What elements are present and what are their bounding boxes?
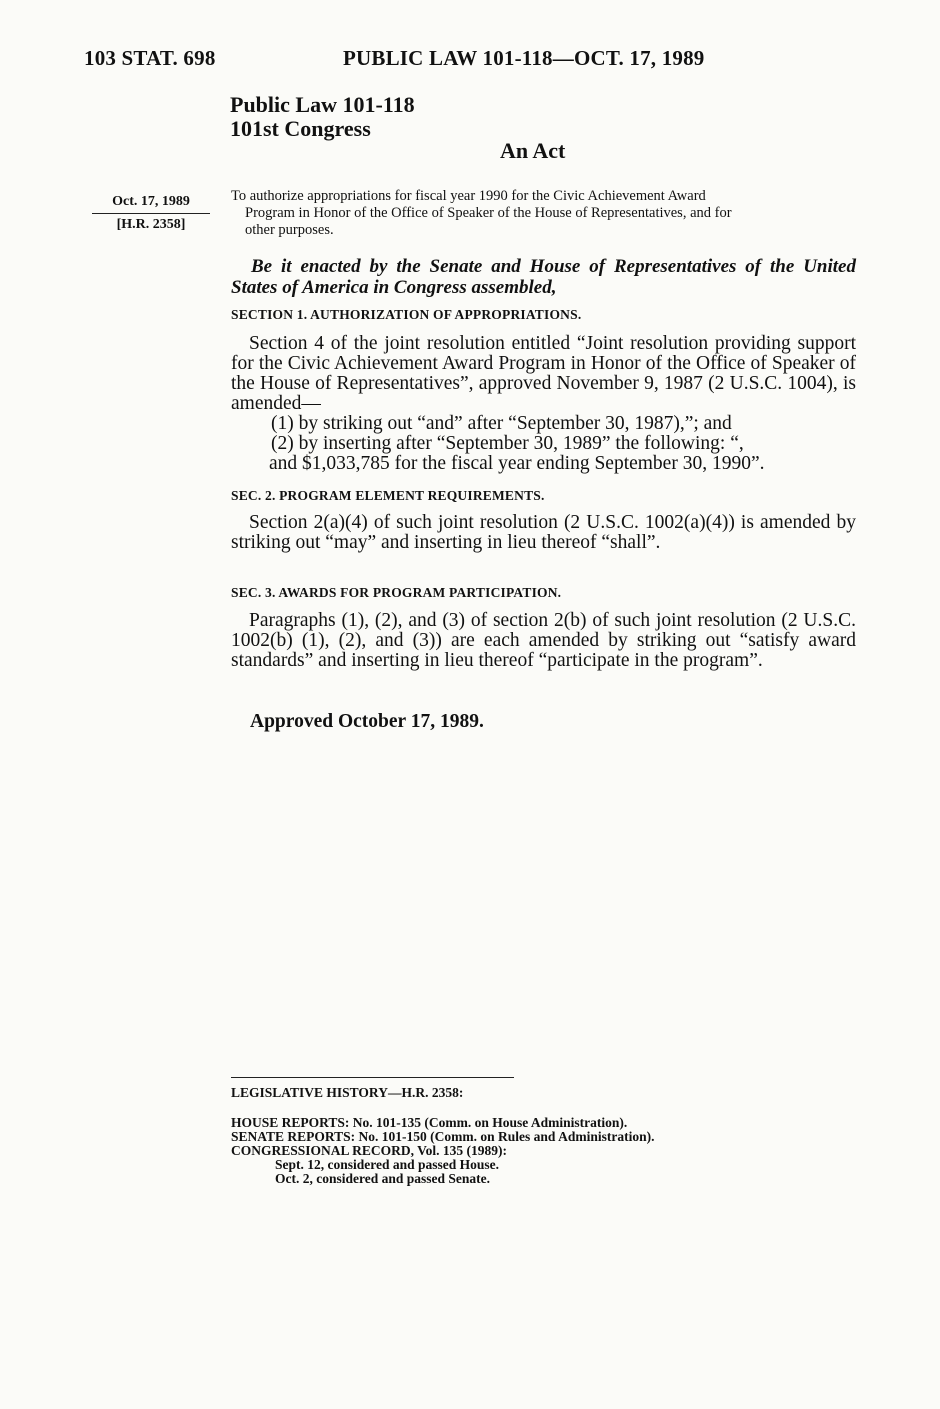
amendment-item-2-continued: and $1,033,785 for the fiscal year ending September 30, 1990”. <box>269 453 765 474</box>
act-purpose <box>231 188 851 239</box>
enacting-clause: Be it enacted by the Senate and House of Representatives of the United States of America in Congress assembled, <box>231 256 856 298</box>
section-1-amendments <box>231 414 856 474</box>
purpose-line-1: To authorize appropriations for fiscal year 1990 for the Civic Achievement Award <box>231 188 706 204</box>
purpose-line-2: Program in Honor of the Office of Speaker of the House of Representatives, and for <box>245 205 732 221</box>
history-house-reports: HOUSE REPORTS: No. 101-135 (Comm. on House Administration). <box>231 1115 628 1130</box>
legislative-history <box>231 1116 654 1186</box>
history-senate-reports: SENATE REPORTS: No. 101-150 (Comm. on Rules and Administration). <box>231 1129 655 1144</box>
page-stat-citation: 103 STAT. 698 <box>84 46 216 70</box>
running-title: PUBLIC LAW 101-118—OCT. 17, 1989 <box>343 46 705 70</box>
approval-date: Approved October 17, 1989. <box>250 711 484 732</box>
history-event-house: Sept. 12, considered and passed House. <box>275 1157 500 1172</box>
history-congressional-record: CONGRESSIONAL RECORD, Vol. 135 (1989): <box>231 1143 508 1158</box>
history-event-senate: Oct. 2, considered and passed Senate. <box>275 1171 491 1186</box>
margin-bill-number: [H.R. 2358] <box>116 217 186 232</box>
section-2-paragraph: Section 2(a)(4) of such joint resolution (2 U.S.C. 1002(a)(4)) is amended by striking out “may” and inserting in lieu thereof “shall”. <box>231 512 856 553</box>
section-2-text <box>231 513 856 553</box>
margin-date: Oct. 17, 1989 <box>112 194 190 209</box>
margin-divider <box>92 213 210 214</box>
an-act-heading: An Act <box>500 138 566 163</box>
section-1-heading: SECTION 1. AUTHORIZATION OF APPROPRIATIONS. <box>231 307 582 322</box>
amendment-item-2: (2) by inserting after “September 30, 1989” the following: “, <box>271 433 744 454</box>
purpose-line-3: other purposes. <box>245 222 334 238</box>
section-1-text <box>231 334 856 414</box>
congress-number: 101st Congress <box>230 116 371 141</box>
section-3-text <box>231 611 856 671</box>
section-3-paragraph: Paragraphs (1), (2), and (3) of section 2(b) of such joint resolution (2 U.S.C. 1002(b) (1), (2), and (3)) are each amended by striking out “satisfy award standards” and inserting in lieu thereof “participate in the program”. <box>231 610 856 671</box>
section-3-heading: SEC. 3. AWARDS FOR PROGRAM PARTICIPATION. <box>231 585 562 600</box>
history-divider <box>231 1077 514 1078</box>
section-2-heading: SEC. 2. PROGRAM ELEMENT REQUIREMENTS. <box>231 488 545 503</box>
law-number: Public Law 101-118 <box>230 92 415 117</box>
section-1-paragraph: Section 4 of the joint resolution entitled “Joint resolution providing support for the Civic Achievement Award Program in Honor of the Office of Speaker of the House of Representatives”, approved November 9, 1987 (2 U.S.C. 1004), is amended— <box>231 333 856 414</box>
amendment-item-1: (1) by striking out “and” after “September 30, 1987),”; and <box>271 413 732 434</box>
legislative-history-title: LEGISLATIVE HISTORY—H.R. 2358: <box>231 1085 464 1100</box>
